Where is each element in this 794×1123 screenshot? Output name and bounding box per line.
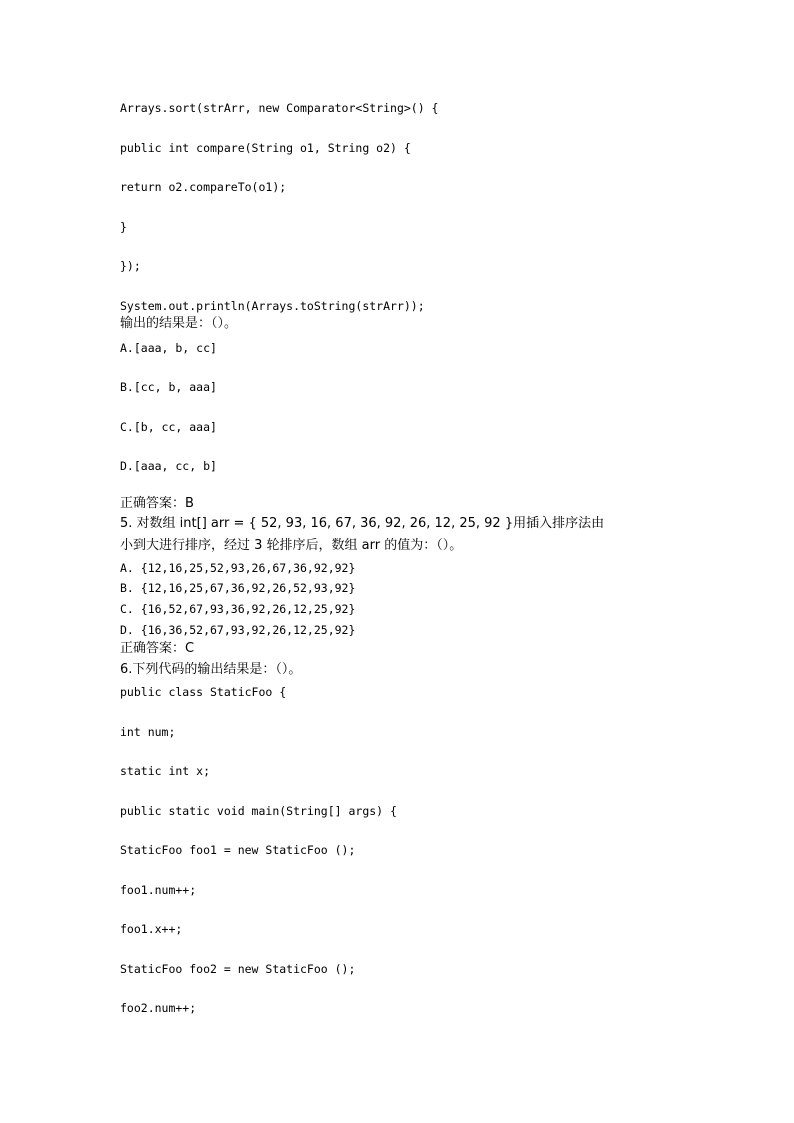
option-a: A.[aaa, b, cc] — [120, 341, 217, 355]
code-line: int num; — [120, 725, 176, 739]
code-line: public int compare(String o1, String o2) { — [120, 141, 411, 155]
code-line: StaticFoo foo1 = new StaticFoo (); — [120, 843, 356, 857]
option-b: B.[cc, b, aaa] — [120, 380, 217, 394]
option-c: C. {16,52,67,93,36,92,26,12,25,92} — [120, 602, 356, 616]
code-line: } — [120, 220, 127, 234]
code-line: StaticFoo foo2 = new StaticFoo (); — [120, 962, 356, 976]
question-title: 5. 对数组 int[] arr = { 52, 93, 16, 67, 36, 92, 26, 12, 25, 92 }用插入排序法由 — [120, 516, 605, 531]
code-line: static int x; — [120, 764, 211, 778]
code-line: foo1.x++; — [120, 922, 183, 936]
question-prompt: 输出的结果是：（）。 — [120, 316, 238, 331]
code-line: }); — [120, 259, 141, 273]
option-b: B. {12,16,25,67,36,92,26,52,93,92} — [120, 581, 356, 595]
option-c: C.[b, cc, aaa] — [120, 420, 217, 434]
option-a: A. {12,16,25,52,93,26,67,36,92,92} — [120, 561, 356, 575]
question-title-cont: 小到大进行排序，经过 3 轮排序后，数组 arr 的值为：（）。 — [120, 538, 463, 553]
code-line: Arrays.sort(strArr, new Comparator<String>() { — [120, 101, 439, 115]
code-line: public class StaticFoo { — [120, 685, 287, 699]
code-line: foo1.num++; — [120, 883, 197, 897]
correct-answer: 正确答案：B — [120, 496, 194, 511]
code-line: return o2.compareTo(o1); — [120, 180, 287, 194]
option-d: D. {16,36,52,67,93,92,26,12,25,92} — [120, 623, 356, 637]
option-d: D.[aaa, cc, b] — [120, 459, 217, 473]
code-line: foo2.num++; — [120, 1001, 197, 1015]
code-line: System.out.println(Arrays.toString(strArr)); — [120, 299, 425, 313]
correct-answer: 正确答案：C — [120, 641, 195, 656]
question-title: 6.下列代码的输出结果是：（）。 — [120, 662, 302, 677]
code-line: public static void main(String[] args) { — [120, 804, 397, 818]
